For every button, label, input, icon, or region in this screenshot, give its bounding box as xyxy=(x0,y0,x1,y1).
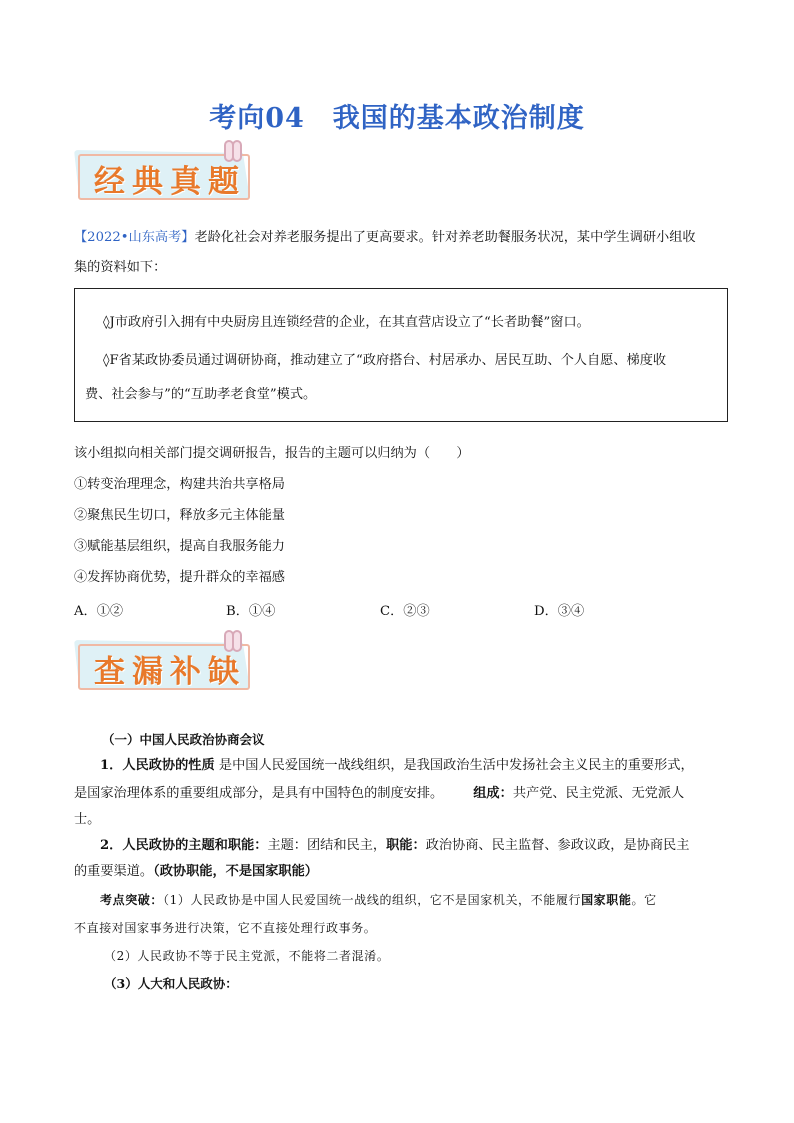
key-point-2: （2）人民政协不等于民主党派，不能将二者混淆。 xyxy=(104,949,390,963)
note-paragraph-1-cont: 是国家治理体系的重要组成部分，是具有中国特色的制度安排。 组成：共产党、民主党派、无党派人 xyxy=(74,786,685,801)
key-point-cont: 不直接对国家事务进行决策，它不直接处理行政事务。 xyxy=(74,921,377,935)
option-d: D．③④ xyxy=(534,604,585,619)
note-paragraph-1-end: 士。 xyxy=(74,812,101,827)
section-banner-review xyxy=(74,640,250,690)
source-tag: 【2022•山东高考】 xyxy=(74,230,195,245)
key-point: 考点突破：（1）人民政协是中国人民爱国统一战线的组织，它不是国家机关，不能履行国家职能。它 xyxy=(100,893,657,907)
material-box xyxy=(74,288,728,422)
material-item: ◊F省某政协委员通过调研协商，推动建立了“政府搭台、村居承办、居民互助、个人自愿、梯度收 xyxy=(103,353,667,368)
note-paragraph-2: 2．人民政协的主题和职能：主题：团结和民主，职能：政治协商、民主监督、参政议政，是协商民主 xyxy=(100,838,690,853)
banner-label: 查漏补缺 xyxy=(94,654,246,690)
statement: ②聚焦民生切口，释放多元主体能量 xyxy=(74,508,285,523)
note-paragraph-1: 1．人民政协的性质 是中国人民爱国统一战线组织，是我国政治生活中发扬社会主义民主的重要形式， xyxy=(100,758,694,773)
statement: ①转变治理理念，构建共治共享格局 xyxy=(74,477,285,492)
option-a: A．①② xyxy=(74,604,124,619)
statement: ④发挥协商优势，提升群众的幸福感 xyxy=(74,570,285,585)
page-title: 考向04 我国的基本政治制度 xyxy=(209,103,585,134)
question-intro-cont: 集的资料如下： xyxy=(74,260,167,275)
material-item: ◊J市政府引入拥有中央厨房且连锁经营的企业，在其直营店设立了“长者助餐”窗口。 xyxy=(103,315,590,330)
question-stem: 该小组拟向相关部门提交调研报告，报告的主题可以归纳为（ ） xyxy=(74,446,470,461)
section-heading: （一）中国人民政治协商会议 xyxy=(102,732,265,747)
section-banner-classic xyxy=(74,150,250,200)
option-b: B．①④ xyxy=(226,604,276,619)
key-point-3: （3）人大和人民政协： xyxy=(104,976,238,991)
option-c: C．②③ xyxy=(380,604,430,619)
banner-label: 经典真题 xyxy=(94,164,246,200)
statement: ③赋能基层组织，提高自我服务能力 xyxy=(74,539,285,554)
material-item-cont: 费、社会参与”的“互助孝老食堂”模式。 xyxy=(85,387,317,402)
question-intro: 【2022•山东高考】老龄化社会对养老服务提出了更高要求。针对养老助餐服务状况，某中学生调研小组收 xyxy=(74,230,696,245)
note-paragraph-2-cont: 的重要渠道。（政协职能，不是国家职能） xyxy=(74,864,318,879)
